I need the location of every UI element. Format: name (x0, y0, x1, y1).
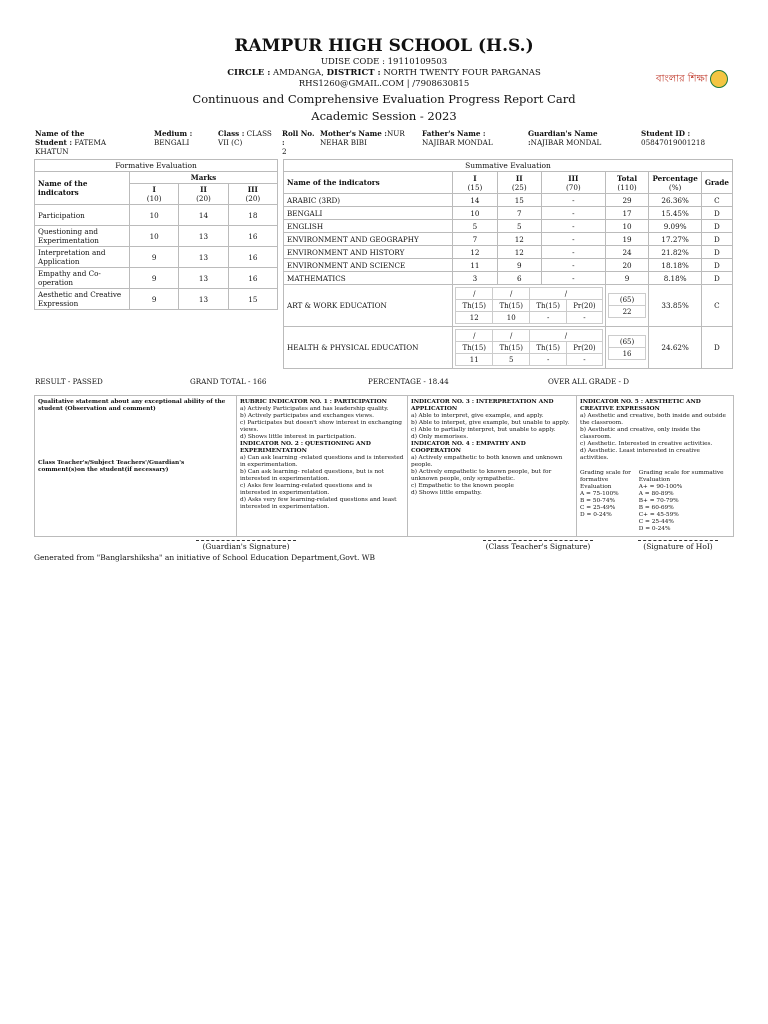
rubric-line: B = 50-74% (580, 498, 616, 504)
total: 9 (605, 272, 649, 285)
indicator-1-title: RUBRIC INDICATOR NO. 1 : PARTICIPATION (240, 399, 387, 405)
formative-mark: 9 (130, 247, 179, 268)
mark-ii: 5 (497, 220, 541, 233)
health-ii: 5 (493, 354, 530, 366)
rubric-line: C = 25-44% (638, 519, 674, 525)
student-roll: Roll No. : 2 (282, 129, 315, 156)
rubric-line: a) Actively empathetic to both known and unknown people. (411, 455, 563, 468)
health-row (284, 327, 733, 369)
rubric-line: a) Aesthetic and creative, both inside and outside the classroom. (580, 413, 726, 426)
mark-ii: 7 (497, 207, 541, 220)
indicator-4-title: INDICATOR NO. 4 : EMPATHY AND COOPERATION (411, 441, 526, 454)
total: 19 (605, 233, 649, 246)
rubric-line: a) Able to interpret, give example, and apply. (411, 413, 544, 419)
rubric-line: d) Shows little empathy. (411, 490, 482, 496)
mark-i: 14 (453, 194, 497, 207)
rubric-line: C+ = 45-59% (638, 512, 679, 518)
grade: D (701, 220, 732, 233)
subject-name: ENGLISH (284, 220, 453, 233)
percentage: 17.27% (649, 233, 701, 246)
art-total: (65) 22 (605, 285, 649, 327)
rubric-line: a) Actively Participates and has leadership quality. (240, 406, 389, 412)
mark-iii: - (541, 220, 605, 233)
summative-col-percentage: Percentage (%) (649, 172, 701, 194)
formative-mark: 13 (179, 289, 228, 310)
school-name: RAMPUR HIGH SCHOOL (H.S.) (234, 36, 534, 56)
indicator-1-2-cell (237, 396, 408, 537)
formative-mark: 18 (228, 205, 277, 226)
qualitative-statement: Qualitative statement about any exceptional ability of the student (Observation and comment) (38, 399, 226, 412)
formative-mark: 10 (130, 226, 179, 247)
percentage: 15.45% (649, 207, 701, 220)
qualitative-cell (35, 396, 237, 537)
summative-grading-scale: Grading scale for summative Evaluation A+ = 90-100% A = 80-89% B+ = 70-79% B = 60-69% C+ = 45-59% C = 25-44% D = 0-24% (639, 470, 730, 533)
health-name: HEALTH & PHYSICAL EDUCATION (284, 327, 453, 369)
mark-ii: 12 (497, 246, 541, 259)
total: 17 (605, 207, 649, 220)
student-medium: Medium : BENGALI (154, 129, 193, 147)
seal-icon (710, 70, 728, 88)
rubric-line: B+ = 70-79% (638, 498, 679, 504)
rubric-line: c) Able to partially interpret, but unable to apply. (411, 427, 556, 433)
rubric-line: a) Can ask learning -related questions and is interested in experimentation. (240, 455, 404, 468)
indicator-3-title: INDICATOR NO. 3 : INTERPRETATION AND APPLICATION (411, 399, 554, 412)
mark-iii: - (541, 207, 605, 220)
summative-caption: Summative Evaluation (283, 159, 733, 171)
rubric-line: b) Can ask learning- related questions, but is not interested in experimentation. (240, 469, 384, 482)
indicator-3-4-cell (408, 396, 577, 537)
formative-mark: 15 (228, 289, 277, 310)
summative-evaluation-section (283, 159, 733, 369)
mark-i: 11 (453, 259, 497, 272)
rubric-line: b) Able to interpet, give example, but unable to apply. (411, 420, 570, 426)
mark-i: 5 (453, 220, 497, 233)
mark-iii: - (541, 259, 605, 272)
total: 29 (605, 194, 649, 207)
rubric-line: c) Asks few learning-related questions and is interested in experimentation. (240, 483, 373, 496)
grade: D (701, 207, 732, 220)
formative-caption: Formative Evaluation (34, 159, 278, 171)
grade: D (701, 272, 732, 285)
summative-row (284, 246, 733, 259)
formative-col-3: III (20) (228, 184, 277, 205)
circle-district (0, 68, 768, 78)
rubric-table (34, 395, 734, 537)
formative-mark: 16 (228, 268, 277, 289)
formative-mark: 10 (130, 205, 179, 226)
rubric-line: A+ = 90-100% (638, 484, 683, 490)
formative-row (35, 289, 278, 310)
formative-mark: 9 (130, 268, 179, 289)
teacher-comment-label: Class Teacher's/Subject Teachers'/Guardian's comment(s)on the student(if necessary) (38, 460, 185, 473)
mark-i: 3 (453, 272, 497, 285)
rubric-line: A = 75-100% (580, 491, 619, 497)
summative-row (284, 272, 733, 285)
guardian-signature: (Guardian's Signature) (196, 540, 296, 551)
district-label: DISTRICT : (326, 68, 381, 78)
art-percentage: 33.85% (649, 285, 701, 327)
generated-footer: Generated from "Banglarshiksha" an initiative of School Education Department,Govt. WB (34, 553, 375, 562)
formative-row (35, 247, 278, 268)
summative-row (284, 220, 733, 233)
subject-name: MATHEMATICS (284, 272, 453, 285)
rubric-line: c) Aesthetic. Interested in creative activities. (580, 441, 713, 447)
summative-col-iii: III (70) (541, 172, 605, 194)
subject-name: ENVIRONMENT AND GEOGRAPHY (284, 233, 453, 246)
indicator-5-title: INDICATOR NO. 5 : AESTHETIC AND CREATIVE EXPRESSION (580, 399, 701, 412)
formative-col-2: II (20) (179, 184, 228, 205)
formative-mark: 14 (179, 205, 228, 226)
mark-ii: 6 (497, 272, 541, 285)
circle-value: AMDANGA, (273, 68, 324, 78)
mark-i: 10 (453, 207, 497, 220)
formative-indicator-name: Aesthetic and Creative Expression (35, 289, 130, 310)
formative-col-marks: Marks (130, 172, 278, 184)
father-name: Father's Name : NAJIBAR MONDAL (422, 129, 493, 147)
subject-name: ARABIC (3RD) (284, 194, 453, 207)
formative-indicator-name: Questioning and Experimentation (35, 226, 130, 247)
art-work-row (284, 285, 733, 327)
rubric-line: d) Asks very few learning-related questions and least interested in experimentation. (240, 497, 397, 510)
formative-row (35, 205, 278, 226)
health-grade: D (701, 327, 732, 369)
health-i: 11 (456, 354, 493, 366)
banglar-shiksha-logo (656, 70, 728, 89)
rubric-line: d) Only memorises. (411, 434, 469, 440)
student-class: Class : CLASS VII (C) (218, 129, 272, 147)
percentage: 26.36% (649, 194, 701, 207)
formative-mark: 16 (228, 247, 277, 268)
academic-session: Academic Session - 2023 (311, 109, 457, 123)
formative-mark: 9 (130, 289, 179, 310)
mark-ii: 12 (497, 233, 541, 246)
art-work-name: ART & WORK EDUCATION (284, 285, 453, 327)
summative-table (283, 171, 733, 369)
total: 20 (605, 259, 649, 272)
formative-table (34, 171, 278, 310)
subject-name: BENGALI (284, 207, 453, 220)
grade: D (701, 259, 732, 272)
grade: D (701, 246, 732, 259)
rubric-line: d) Aesthetic. Least interested in creative activities. (580, 448, 700, 461)
summative-col-grade: Grade (701, 172, 732, 194)
formative-mark: 13 (179, 226, 228, 247)
art-i: 12 (456, 312, 493, 324)
grade: D (701, 233, 732, 246)
rubric-line: C = 25-49% (580, 505, 616, 511)
indicator-5-cell (577, 396, 734, 537)
summative-col-indicator: Name of the indicators (284, 172, 453, 194)
logo-text: বাংলার শিক্ষা (656, 73, 708, 85)
grand-total: GRAND TOTAL - 166 (190, 377, 267, 386)
health-total: (65) 16 (605, 327, 649, 369)
mark-iii: - (541, 272, 605, 285)
formative-col-indicator: Name of the indicators (35, 172, 130, 205)
hoi-signature: (Signature of HoI) (638, 540, 718, 551)
grade: C (701, 194, 732, 207)
summative-row (284, 259, 733, 272)
percentage: 18.18% (649, 259, 701, 272)
art-ii: 10 (493, 312, 530, 324)
rubric-line: A = 80-89% (638, 491, 674, 497)
formative-evaluation-section (34, 159, 278, 310)
summative-col-total: Total (110) (605, 172, 649, 194)
health-marks: / / / Th(15) Th(15) Th(15) Pr(20) 11 5 - - (453, 327, 605, 369)
rubric-line: c) Empathetic to the known people (411, 483, 514, 489)
rubric-line: D = 0-24% (580, 512, 612, 518)
formative-row (35, 226, 278, 247)
guardian-name: Guardian's Name :NAJIBAR MONDAL (528, 129, 602, 147)
formative-mark: 16 (228, 226, 277, 247)
formative-indicator-name: Empathy and Co-operation (35, 268, 130, 289)
udise-code: UDISE CODE : 19110109503 (320, 57, 448, 67)
report-title: Continuous and Comprehensive Evaluation Progress Report Card (192, 92, 576, 106)
teacher-signature: (Class Teacher's Signature) (483, 540, 593, 551)
percentage: 9.09% (649, 220, 701, 233)
mark-iii: - (541, 233, 605, 246)
rubric-line: D = 0-24% (638, 526, 671, 532)
mark-iii: - (541, 194, 605, 207)
formative-indicator-name: Participation (35, 205, 130, 226)
mark-i: 12 (453, 246, 497, 259)
formative-row (35, 268, 278, 289)
mark-iii: - (541, 246, 605, 259)
summative-row (284, 194, 733, 207)
mark-ii: 9 (497, 259, 541, 272)
student-id: Student ID : 05847019001218 (641, 129, 706, 147)
formative-mark: 13 (179, 247, 228, 268)
student-name: Name of the Student : FATEMA KHATUN (35, 129, 107, 156)
summative-row (284, 233, 733, 246)
overall-grade: OVER ALL GRADE - D (548, 377, 630, 386)
art-grade: C (701, 285, 732, 327)
health-percentage: 24.62% (649, 327, 701, 369)
rubric-line: b) Actively empathetic to known people, but for unknown people, only sympathetic. (411, 469, 552, 482)
rubric-line: B = 60-69% (638, 505, 674, 511)
summative-col-i: I (15) (453, 172, 497, 194)
circle-label: CIRCLE : (227, 68, 271, 78)
formative-mark: 13 (179, 268, 228, 289)
formative-indicator-name: Interpretation and Application (35, 247, 130, 268)
mark-i: 7 (453, 233, 497, 246)
mark-ii: 15 (497, 194, 541, 207)
summative-row (284, 207, 733, 220)
formative-grading-scale: Grading scale for formative Evaluation A = 75-100% B = 50-74% C = 25-49% D = 0-24% (580, 470, 639, 533)
percentage: 8.18% (649, 272, 701, 285)
result-percentage: PERCENTAGE - 18.44 (368, 377, 449, 386)
district-value: NORTH TWENTY FOUR PARGANAS (383, 68, 541, 78)
subject-name: ENVIRONMENT AND HISTORY (284, 246, 453, 259)
rubric-line: b) Actively participates and exchanges views. (240, 413, 374, 419)
formative-col-1: I (10) (130, 184, 179, 205)
total: 24 (605, 246, 649, 259)
percentage: 21.82% (649, 246, 701, 259)
contact-info: RHS1260@GMAIL.COM | /7908630815 (298, 79, 470, 89)
indicator-2-title: INDICATOR NO. 2 : QUESTIONING AND EXPERIMENTATION (240, 441, 371, 454)
mother-name: Mother's Name :NUR NEHAR BIBI (320, 129, 405, 147)
rubric-line: c) Participates but doesn't show interest in exchanging views. (240, 420, 402, 433)
result-status: RESULT - PASSED (35, 377, 103, 386)
rubric-line: b) Aesthetic and creative, only inside the classroom. (580, 427, 701, 440)
subject-name: ENVIRONMENT AND SCIENCE (284, 259, 453, 272)
art-work-marks: / / / Th(15) Th(15) Th(15) Pr(20) 12 10 - - (453, 285, 605, 327)
rubric-line: d) Shows little interest in participation. (240, 434, 357, 440)
total: 10 (605, 220, 649, 233)
summative-col-ii: II (25) (497, 172, 541, 194)
